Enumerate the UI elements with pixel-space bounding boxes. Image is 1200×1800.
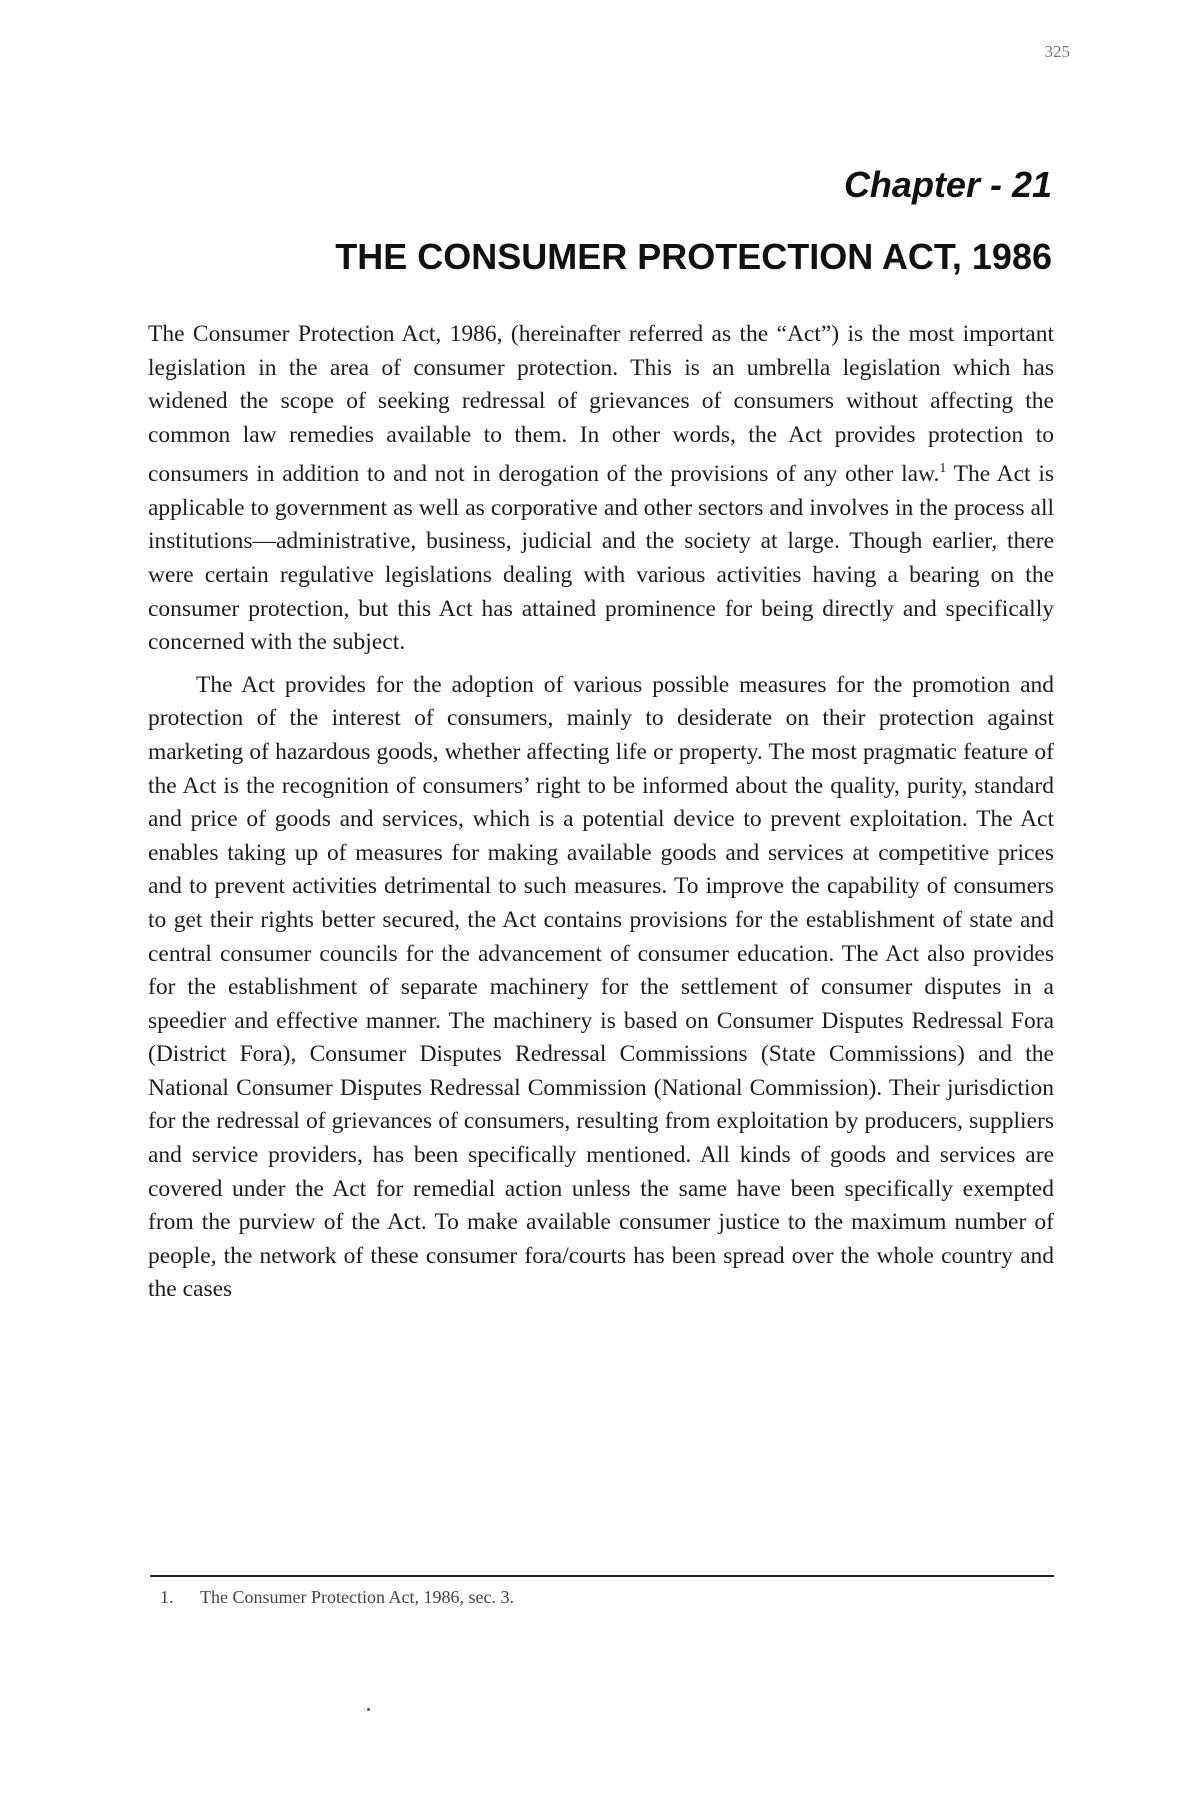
scan-speck (367, 1708, 370, 1711)
paragraph-1-text: The Consumer Protection Act, 1986, (hereinafter referred as the “Act”) is the most important legislation in the area of consumer protection. This is an umbrella legislation which has widened the scope of seeking redressal of grievances of consumers without affecting the common law remedies available to them. In other words, the Act provides protection to consumers in addition to and not in derogation of the provisions of any other law. (148, 321, 1054, 488)
paragraph-2: The Act provides for the adoption of various possible measures for the promotion and protection of the interest of consumers, mainly to desiderate on their protection against marketing of hazardous goods, whether affecting life or property. The most pragmatic feature of the Act is the recognition of consumers’ right to be informed about the quality, purity, standard and price of goods and services, which is a potential device to prevent exploitation. The Act enables taking up of measures for making available goods and services at competitive prices and to prevent activities detrimental to such measures. To improve the capability of consumers to get their rights better secured, the Act contains provisions for the establishment of state and central consumer councils for the advancement of consumer education. The Act also provides for the establishment of separate machinery for the settlement of consumer disputes in a speedier and effective manner. The machinery is based on Consumer Disputes Redressal Fora (District Fora), Consumer Disputes Redressal Commissions (State Commissions) and the National Consumer Disputes Redressal Commission (National Commission). Their jurisdiction for the redressal of grievances of consumers, resulting from exploitation by producers, suppliers and service providers, has been specifically mentioned. All kinds of goods and services are covered under the Act for remedial action unless the same have been specifically exempted from the purview of the Act. To make available consumer justice to the maximum number of people, the network of these consumer fora/courts has been spread over the whole country and the cases (148, 671, 1054, 1303)
footnote (160, 1587, 1040, 1608)
body-text (148, 318, 1054, 1307)
paragraph-1 (148, 318, 1054, 660)
footnote-number: 1. (160, 1587, 174, 1607)
paragraph-1-continuation: The Act is applicable to government as well as corporative and other sectors and involves in the process all institutions—administrative, business, judicial and the society at large. Though earlier, there were certain regulative legislations dealing with various activities having a bearing on the consumer protection, but this Act has attained prominence for being directly and specifically concerned with the subject. (148, 461, 1054, 656)
footnote-text: The Consumer Protection Act, 1986, sec. 3. (200, 1587, 514, 1607)
chapter-label: Chapter - 21 (843, 164, 1052, 205)
page-number: 325 (1044, 42, 1070, 61)
footnote-reference: 1 (939, 461, 947, 477)
footnote-divider (150, 1575, 1054, 1577)
chapter-title: THE CONSUMER PROTECTION ACT, 1986 (335, 236, 1052, 277)
